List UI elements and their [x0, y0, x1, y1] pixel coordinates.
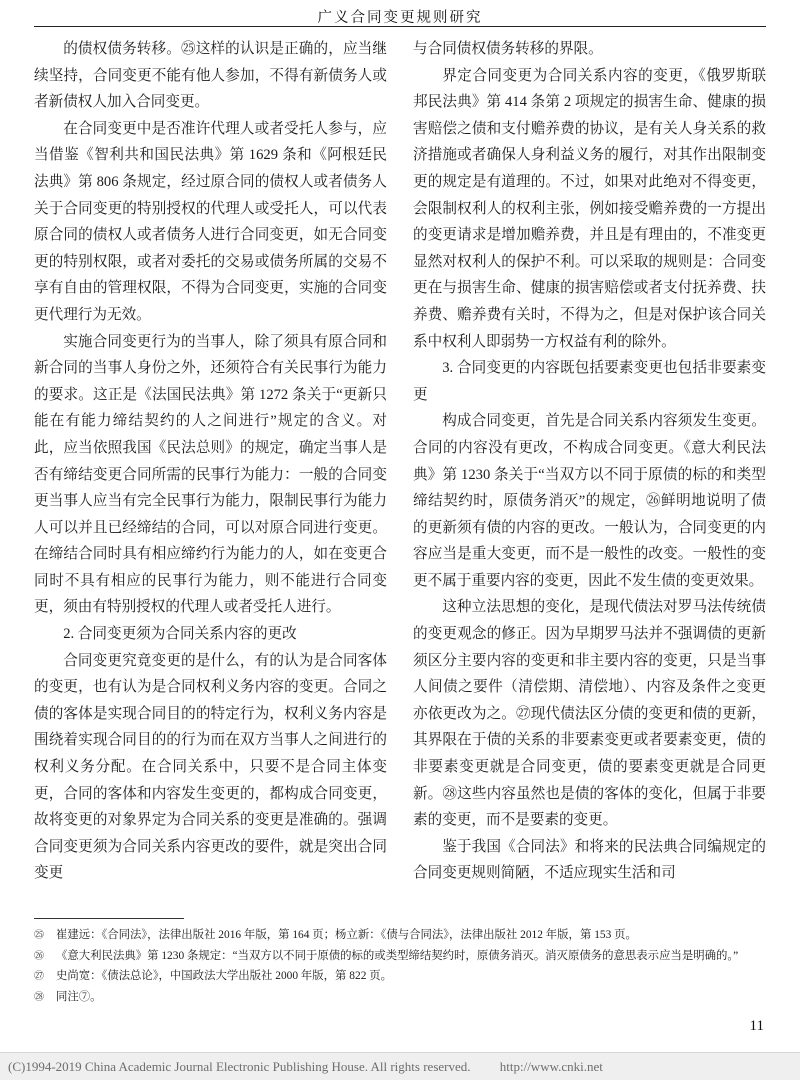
footnotes: [34, 918, 766, 1008]
watermark-bar: [0, 1052, 800, 1080]
body-columns: [34, 36, 766, 916]
footnote-item: [34, 947, 766, 967]
paragraph: 合同变更究竟变更的是什么，有的认为是合同客体的变更，也有认为是合同权利义务内容的变更。合同之债的客体是实现合同目的的特定行为，权利义务内容是围绕着实现合同目的的行为而在双方当事人之间进行的权利义务分配。在合同关系中，只要不是合同主体变更，合同的客体和内容发生变更的，都构成合同变更，故将变更的对象界定为合同关系的变更是准确的。强调合同变更须为合同关系内容更改的要件，就是突出合同变更: [34, 652, 387, 882]
header-rule: [34, 26, 766, 27]
footnote-item: [34, 926, 766, 946]
paragraph: 界定合同变更为合同关系内容的变更，《俄罗斯联邦民法典》第 414 条第 2 项规定的损害生命、健康的损害赔偿之债和支付赡养费的协议，是有关人身关系的救济措施或者确保人身利益义务的履行，对其作出限制变更的规定是有道理的。不过，如果对此绝对不得变更，会限制权利人的权利主张，例如接受赡养费的一方提出的变更请求是增加赡养费，并且是有理由的，不准变更显然对权利人的保护不利。可以采取的规则是：合同变更在与损害生命、健康的损害赔偿或者支付抚养费、扶养费、赡养费有关时，不得为之，但是对保护该合同关系中权利人即弱势一方权益有利的除外。: [413, 67, 766, 350]
footnote-rule: [34, 918, 184, 919]
left-column: [34, 36, 387, 916]
paragraph: 鉴于我国《合同法》和将来的民法典合同编规定的合同变更规则简陋，不适应现实生活和司: [413, 838, 766, 882]
footnote-text: 同注⑦。: [56, 990, 102, 1003]
footnote-marker: ㉘: [34, 991, 44, 1003]
section-heading: 2. 合同变更须为合同关系内容的更改: [63, 626, 297, 643]
paragraph: 这种立法思想的变化，是现代债法对罗马法传统债的变更观念的修正。因为早期罗马法并不强调债的更新须区分主要内容的变更和非主要内容的变更，只是当事人间债之要件（清偿期、清偿地）、内容及条件之变更亦依更改为之。㉗现代债法区分债的变更和债的更新，其界限在于债的关系的非要素变更或者要素变更，债的非要素变更就是合同变更，债的要素变更就是合同更新。㉘这些内容虽然也是债的客体的变化，但属于非要素的变更，而不是要素的变更。: [413, 599, 766, 829]
footnote-item: [34, 967, 766, 987]
running-head: 广义合同变更规则研究: [317, 10, 483, 26]
watermark-url: http://www.cnki.net: [499, 1059, 603, 1074]
footnote-item: [34, 988, 766, 1008]
paragraph: 实施合同变更行为的当事人，除了须具有原合同和新合同的当事人身份之外，还须符合有关民事行为能力的要求。这正是《法国民法典》第 1272 条关于“更新只能在有能力缔结契约的人之间进行”规定的含义。对此，应当依照我国《民法总则》的规定，确定当事人是否有缔结变更合同所需的民事行为能力：一般的合同变更当事人应当有完全民事行为能力，限制民事行为能力人可以并且已经缔结的合同，可以对原合同进行变更。在缔结合同时具有相应缔约行为能力的人，如在变更合同时不具有相应的民事行为能力，则不能进行合同变更，须由有特别授权的代理人或者受托人进行。: [34, 333, 387, 616]
section-heading: 3. 合同变更的内容既包括要素变更也包括非要素变更: [413, 360, 766, 403]
footnote-marker: ㉗: [34, 971, 44, 982]
paragraph: 在合同变更中是否准许代理人或者受托人参与，应当借鉴《智利共和国民法典》第 1629 条和《阿根廷民法典》第 806 条规定，经过原合同的债权人或者债务人关于合同变更的特别授权的代理人或受托人，可以代表原合同的债权人或者债务人进行合同变更，如无合同变更的特别权限，或者对委托的交易或债务所属的交易不享有自由的管理权限，不得为合同变更，实施的合同变更代理行为无效。: [34, 120, 387, 323]
footnote-text: 《意大利民法典》第 1230 条规定：“当双方以不同于原债的标的或类型缔结契约时，原债务消灭。消灭原债务的意思表示应当是明确的。”: [56, 949, 739, 962]
watermark-copyright: (C)1994-2019 China Academic Journal Electronic Publishing House. All rights reserved.: [8, 1059, 471, 1074]
footnote-marker: ㉕: [34, 930, 44, 941]
paragraph: 的债权债务转移。㉕这样的认识是正确的，应当继续坚持，合同变更不能有他人参加，不得有新债务人或者新债权人加入合同变更。: [34, 41, 387, 111]
paragraph: 构成合同变更，首先是合同关系内容须发生变更。合同的内容没有更改，不构成合同变更。《意大利民法典》第 1230 条关于“当双方以不同于原债的标的和类型缔结契约时，原债务消灭”的规定，㉖鲜明地说明了债的更新须有债的内容的更改。一般认为，合同变更的内容应当是重大变更，而不是一般性的改变。一般性的变更不属于重要内容的变更，因此不发生债的变更效果。: [413, 413, 766, 589]
footnote-marker: ㉖: [34, 950, 44, 962]
footnote-text: 崔建远：《合同法》，法律出版社 2016 年版，第 164 页；杨立新：《债与合同法》，法律出版社 2012 年版，第 153 页。: [56, 929, 637, 941]
footnote-text: 史尚宽：《债法总论》，中国政法大学出版社 2000 年版，第 822 页。: [56, 970, 393, 982]
page-number: 11: [749, 1018, 764, 1034]
paragraph: 与合同债权债务转移的界限。: [413, 41, 603, 57]
right-column: [413, 36, 766, 916]
